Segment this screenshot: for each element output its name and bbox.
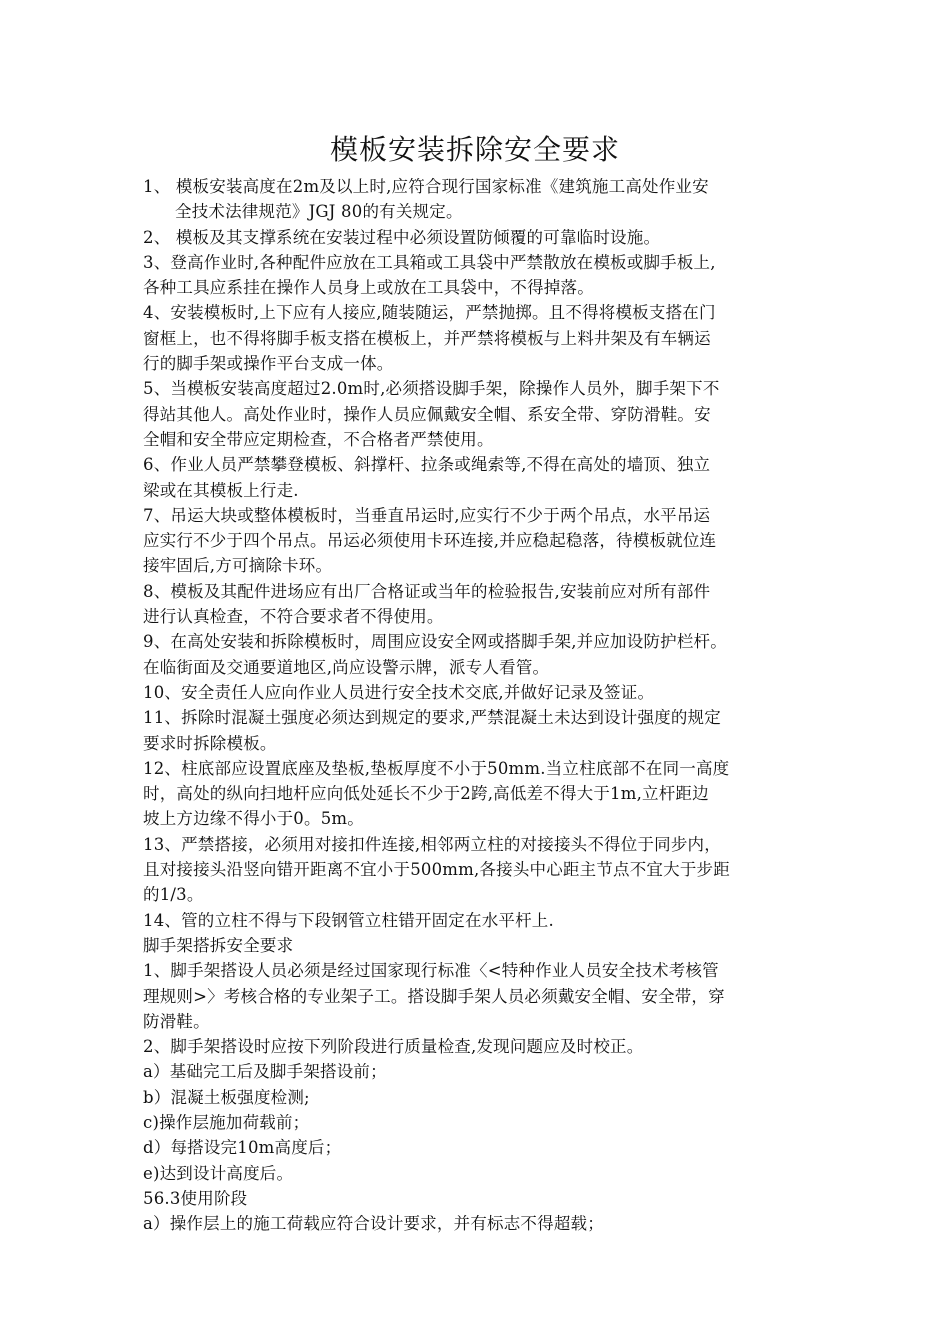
- text-line: 时，高处的纵向扫地杆应向低处延长不少于2跨,高低差不得大于1m,立杆距边: [143, 784, 709, 804]
- text-line: b）混凝土板强度检测;: [143, 1087, 310, 1107]
- text-line: 56.3使用阶段: [143, 1188, 248, 1208]
- text-line: 14、管的立柱不得与下段钢管立柱错开固定在水平杆上.: [143, 910, 554, 930]
- text-line: e)达到设计高度后。: [143, 1163, 294, 1183]
- document-body: [143, 174, 809, 1236]
- text-line: 各种工具应系挂在操作人员身上或放在工具袋中，不得掉落。: [143, 278, 594, 298]
- text-line: 全帽和安全带应定期检查，不合格者严禁使用。: [143, 429, 494, 449]
- text-line: 的1/3。: [143, 885, 204, 905]
- text-line: 得站其他人。高处作业时，操作人员应佩戴安全帽、系安全带、穿防滑鞋。安: [143, 404, 711, 424]
- text-line: 13、严禁搭接，必须用对接扣件连接,相邻两立柱的对接接头不得位于同步内，: [143, 834, 721, 854]
- text-line: 12、柱底部应设置底座及垫板,垫板厚度不小于50mm.当立柱底部不在同一高度: [143, 758, 730, 778]
- text-line: 10、安全责任人应向作业人员进行安全技术交底,并做好记录及签证。: [143, 682, 655, 702]
- text-line: 接牢固后,方可摘除卡环。: [143, 556, 333, 576]
- text-line: 1、 模板安装高度在2m及以上时,应符合现行国家标准《建筑施工高处作业安: [143, 177, 709, 196]
- page-title: 模板安装拆除安全要求: [329, 133, 620, 166]
- text-line: 全技术法律规范》JGJ 80的有关规定。: [175, 202, 463, 222]
- text-line: 11、拆除时混凝土强度必须达到规定的要求,严禁混凝土未达到设计强度的规定: [143, 708, 721, 728]
- text-line: 坡上方边缘不得小于0。5m。: [143, 809, 364, 829]
- text-line: 且对接接头沿竖向错开距离不宜小于500mm,各接头中心距主节点不宜大于步距: [143, 860, 730, 880]
- text-line: 进行认真检查，不符合要求者不得使用。: [143, 607, 444, 627]
- text-line: 梁或在其模板上行走.: [143, 480, 299, 500]
- text-line: 行的脚手架或操作平台支成一体。: [143, 354, 394, 374]
- text-line: 在临街面及交通要道地区,尚应设警示牌，派专人看管。: [143, 657, 550, 677]
- text-line: 7、吊运大块或整体模板时，当垂直吊运时,应实行不少于两个吊点，水平吊运: [143, 505, 711, 525]
- text-line: 4、安装模板时,上下应有人接应,随装随运，严禁抛掷。且不得将模板支搭在门: [143, 303, 716, 323]
- text-line: 6、作业人员严禁攀登模板、斜撑杆、拉条或绳索等,不得在高处的墙顶、独立: [143, 455, 711, 475]
- text-line: c)操作层施加荷载前；: [143, 1112, 310, 1132]
- text-line: 应实行不少于四个吊点。吊运必须使用卡环连接,并应稳起稳落，待模板就位连: [143, 531, 717, 551]
- text-line: 8、模板及其配件进场应有出厂合格证或当年的检验报告,安装前应对所有部件: [143, 581, 711, 601]
- text-line: a）操作层上的施工荷载应符合设计要求，并有标志不得超载；: [143, 1214, 604, 1234]
- text-line: 5、当模板安装高度超过2.0m时,必须搭设脚手架，除操作人员外，脚手架下不: [143, 379, 720, 399]
- text-line: 理规则>〉考核合格的专业架子工。搭设脚手架人员必须戴安全帽、安全带，穿: [143, 986, 725, 1006]
- text-line: 窗框上，也不得将脚手板支搭在模板上，并严禁将模板与上料井架及有车辆运: [143, 328, 711, 348]
- text-line: 要求时拆除模板。: [143, 733, 277, 753]
- text-line: 9、在高处安装和拆除模板时，周围应设安全网或搭脚手架,并应加设防护栏杆。: [143, 632, 727, 652]
- text-line: 2、脚手架搭设时应按下列阶段进行质量检查,发现问题应及时校正。: [143, 1037, 644, 1057]
- text-line: 2、 模板及其支撑系统在安装过程中必须设置防倾覆的可靠临时设施。: [143, 227, 661, 247]
- text-line: d）每搭设完10m高度后；: [143, 1138, 342, 1158]
- section-heading: 脚手架搭拆安全要求: [143, 935, 294, 955]
- text-line: 防滑鞋。: [143, 1011, 210, 1031]
- text-line: 1、脚手架搭设人员必须是经过国家现行标准〈<特种作业人员安全技术考核管: [143, 961, 719, 981]
- text-line: a）基础完工后及脚手架搭设前；: [143, 1062, 387, 1082]
- text-line: 3、登高作业时,各种配件应放在工具箱或工具袋中严禁散放在模板或脚手板上,: [143, 252, 716, 272]
